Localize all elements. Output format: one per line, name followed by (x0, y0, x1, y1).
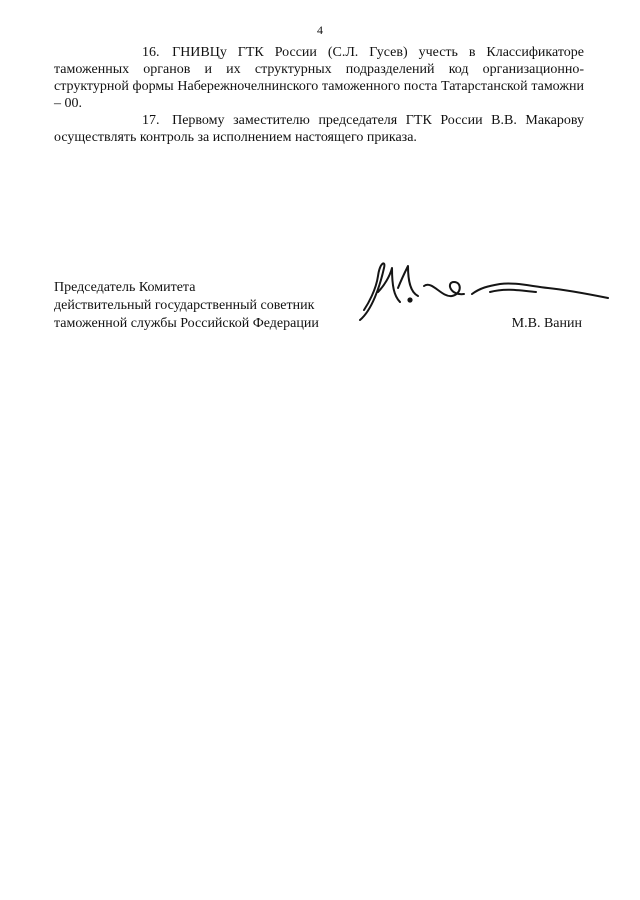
paragraph-17 (54, 112, 584, 146)
paragraph-number: 16. (142, 45, 160, 60)
paragraph-16 (54, 44, 584, 112)
signer-name: М.В. Ванин (511, 316, 582, 331)
page-number: 4 (317, 23, 323, 37)
paragraph-number: 17. (142, 113, 160, 128)
paragraph-text: ГНИВЦу ГТК России (С.Л. Гусев) учесть в Классификаторе таможенных органов и их структурных подразделений код организационно-структурной формы Набережночелнинского таможенного поста Татарстанской таможни – 00. (54, 45, 584, 111)
signatory-title-line: Председатель Комитета (54, 280, 196, 295)
document-body (54, 44, 584, 146)
signatory-title-line: таможенной службы Российской Федерации (54, 316, 319, 331)
signatory-title (54, 279, 319, 333)
signatory-title-line: действительный государственный советник (54, 298, 315, 313)
paragraph-text: Первому заместителю председателя ГТК России В.В. Макарову осуществлять контроль за исполнением настоящего приказа. (54, 113, 584, 145)
